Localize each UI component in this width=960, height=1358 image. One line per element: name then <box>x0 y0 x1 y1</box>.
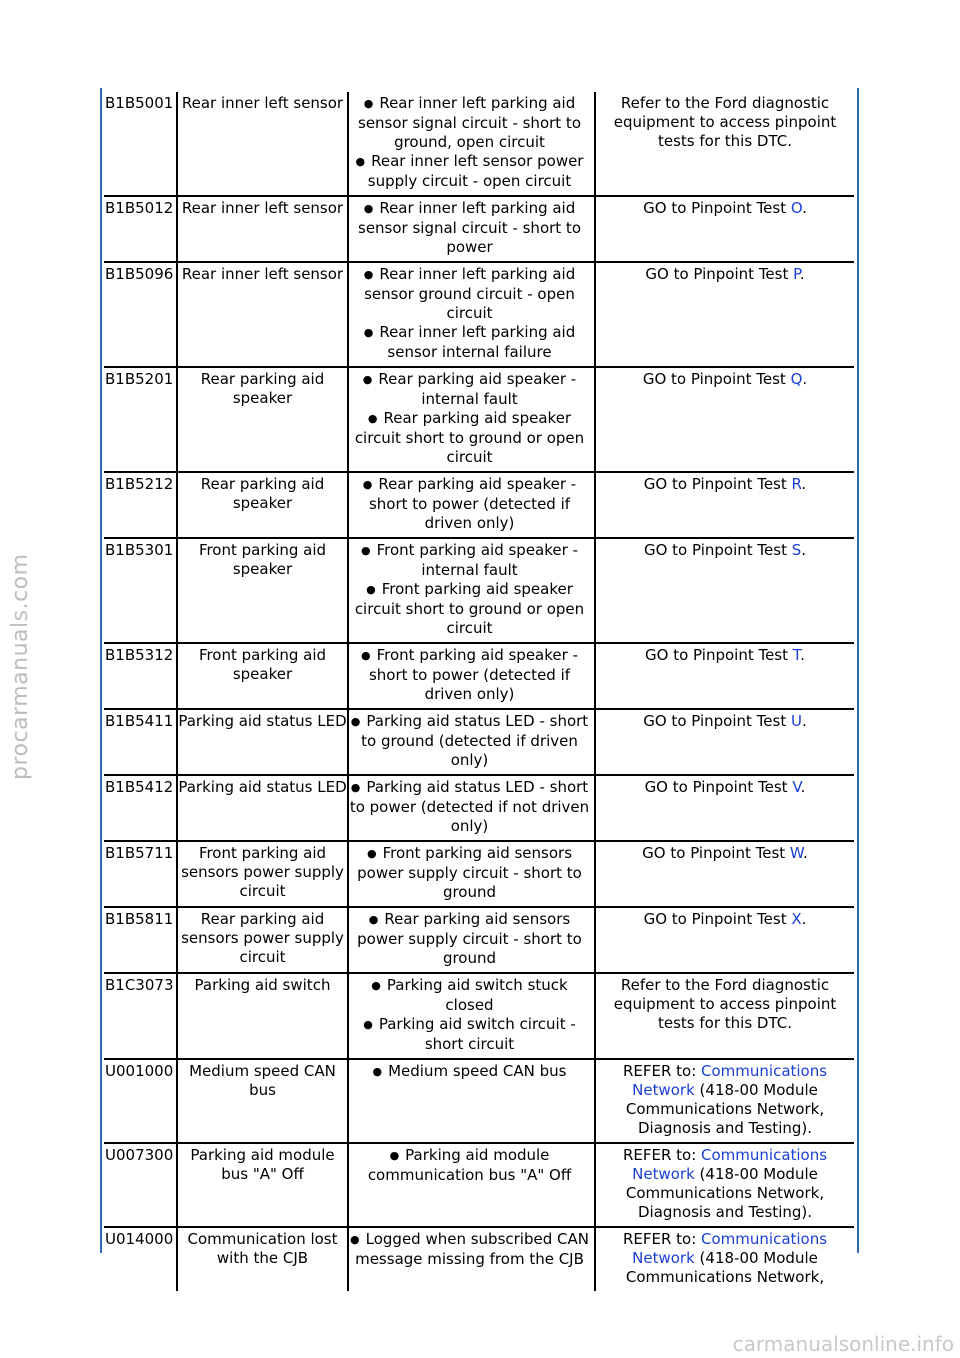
action-suffix: . <box>803 844 808 862</box>
action-text: GO to Pinpoint Test <box>645 646 793 664</box>
component-description: Rear parking aid speaker <box>178 368 349 471</box>
action-cell <box>596 1144 854 1226</box>
condition-text: Front parking aid speaker circuit short to ground or open circuit <box>354 580 585 637</box>
action-suffix: . <box>801 712 807 730</box>
action-link[interactable]: W <box>789 844 804 862</box>
page-frame-left-rule <box>100 88 102 1253</box>
bullet-icon: ● <box>350 1233 360 1246</box>
dtc-code: B1B5012 <box>104 197 178 261</box>
condition-list <box>349 646 590 704</box>
action-suffix: . <box>801 541 807 559</box>
condition-item <box>349 409 590 467</box>
action-cell <box>596 776 854 840</box>
dtc-code: U007300 <box>104 1144 178 1226</box>
action-cell <box>596 710 854 774</box>
action-suffix: . <box>801 475 807 493</box>
condition-item <box>349 475 590 533</box>
condition-list <box>349 976 590 1054</box>
condition-list <box>349 475 590 533</box>
dtc-code: B1B5096 <box>104 263 178 366</box>
condition-item <box>349 1015 590 1054</box>
table-row <box>104 974 854 1060</box>
condition-list <box>349 370 590 467</box>
condition-text: Medium speed CAN bus <box>388 1062 567 1080</box>
condition-list-cell <box>349 776 596 840</box>
condition-text: Parking aid status LED - short to ground (detected if driven only) <box>361 712 589 769</box>
action-suffix: . <box>799 265 805 283</box>
table-row <box>104 1228 854 1291</box>
action-text: Refer to the Ford diagnostic equipment to access pinpoint tests for this DTC. <box>613 976 837 1032</box>
condition-list-cell <box>349 1144 596 1226</box>
action-cell <box>596 368 854 471</box>
condition-text: Parking aid module communication bus "A" Off <box>367 1146 572 1184</box>
condition-item <box>349 1062 590 1082</box>
component-description: Parking aid switch <box>178 974 349 1058</box>
action-cell <box>596 92 854 195</box>
dtc-code: B1B5711 <box>104 842 178 906</box>
action-text: GO to Pinpoint Test <box>645 265 794 283</box>
condition-list-cell <box>349 473 596 537</box>
action-text: GO to Pinpoint Test <box>643 475 792 493</box>
bullet-icon: ● <box>368 913 379 926</box>
table-row <box>104 710 854 776</box>
dtc-table <box>104 92 854 1291</box>
condition-list <box>349 910 590 968</box>
dtc-code: B1B5412 <box>104 776 178 840</box>
action-text: GO to Pinpoint Test <box>643 910 792 928</box>
condition-item <box>349 199 590 257</box>
action-link[interactable]: U <box>790 712 802 730</box>
dtc-code: B1B5411 <box>104 710 178 774</box>
component-description: Communication lost with the CJB <box>178 1228 349 1291</box>
action-cell <box>596 1060 854 1142</box>
condition-list-cell <box>349 710 596 774</box>
table-row <box>104 473 854 539</box>
action-suffix: (418-00 Module Communications Network, Diagnosis and Testing). <box>625 1165 825 1221</box>
condition-text: Rear inner left parking aid sensor internal failure <box>379 323 576 361</box>
action-suffix: (418-00 Module Communications Network, Diagnosis and Testing). <box>625 1081 825 1137</box>
side-watermark: procarmanuals.com <box>8 553 33 780</box>
condition-list <box>349 844 590 902</box>
action-text: GO to Pinpoint Test <box>643 712 791 730</box>
condition-list-cell <box>349 644 596 708</box>
table-row <box>104 842 854 908</box>
bullet-icon: ● <box>389 1149 400 1162</box>
dtc-code: B1B5301 <box>104 539 178 642</box>
table-row <box>104 197 854 263</box>
condition-list-cell <box>349 368 596 471</box>
condition-text: Front parking aid speaker - internal fault <box>376 541 578 579</box>
condition-item <box>349 323 590 362</box>
condition-list <box>349 1062 590 1082</box>
condition-text: Parking aid switch stuck closed <box>386 976 568 1014</box>
condition-item <box>349 265 590 323</box>
table-row <box>104 1144 854 1228</box>
dtc-code: U001000 <box>104 1060 178 1142</box>
table-row <box>104 263 854 368</box>
condition-item <box>349 152 590 191</box>
component-description: Rear parking aid speaker <box>178 473 349 537</box>
action-suffix: . <box>802 370 808 388</box>
condition-list <box>349 265 590 362</box>
action-link[interactable]: R <box>791 475 802 493</box>
dtc-code: B1B5212 <box>104 473 178 537</box>
condition-text: Rear parking aid speaker circuit short to ground or open circuit <box>354 409 585 466</box>
dtc-code: B1B5312 <box>104 644 178 708</box>
action-link[interactable]: P <box>793 265 800 283</box>
action-link[interactable]: S <box>791 541 802 559</box>
dtc-code: B1B5201 <box>104 368 178 471</box>
component-description: Medium speed CAN bus <box>178 1060 349 1142</box>
component-description: Rear parking aid sensors power supply circuit <box>178 908 349 972</box>
condition-item <box>349 370 590 409</box>
table-row <box>104 1060 854 1144</box>
bullet-icon: ● <box>361 649 371 662</box>
action-link[interactable]: V <box>792 778 801 796</box>
action-suffix: . <box>800 778 806 796</box>
table-row <box>104 539 854 644</box>
condition-item <box>349 646 590 704</box>
action-link[interactable]: X <box>791 910 802 928</box>
action-text: REFER to: <box>622 1230 702 1248</box>
bullet-icon: ● <box>363 202 374 215</box>
action-cell <box>596 842 854 906</box>
component-description: Rear inner left sensor <box>178 92 349 195</box>
table-row <box>104 368 854 473</box>
condition-text: Rear inner left parking aid sensor ground circuit - open circuit <box>364 265 576 322</box>
action-text: GO to Pinpoint Test <box>642 370 791 388</box>
dtc-code: B1B5811 <box>104 908 178 972</box>
condition-list <box>349 778 590 836</box>
action-text: GO to Pinpoint Test <box>642 844 790 862</box>
condition-list <box>349 1146 590 1185</box>
condition-item <box>349 844 590 902</box>
condition-text: Rear parking aid speaker - short to power (detected if driven only) <box>368 475 577 532</box>
condition-text: Rear inner left parking aid sensor signal circuit - short to power <box>358 199 581 256</box>
bullet-icon: ● <box>367 412 378 425</box>
action-suffix: (418-00 Module Communications Network, <box>625 1249 825 1286</box>
condition-list-cell <box>349 539 596 642</box>
condition-list-cell <box>349 908 596 972</box>
component-description: Parking aid status LED <box>178 710 349 774</box>
bullet-icon: ● <box>355 155 366 168</box>
bottom-watermark: carmanualsonline.info <box>732 1332 954 1356</box>
bullet-icon: ● <box>363 97 374 110</box>
action-text: REFER to: <box>622 1062 702 1080</box>
bullet-icon: ● <box>361 544 371 557</box>
action-text: REFER to: <box>622 1146 702 1164</box>
action-text: Refer to the Ford diagnostic equipment to access pinpoint tests for this DTC. <box>613 94 837 150</box>
condition-item <box>349 778 590 836</box>
table-row <box>104 776 854 842</box>
condition-list <box>349 199 590 257</box>
action-link[interactable]: Q <box>790 370 803 388</box>
condition-item <box>349 1146 590 1185</box>
action-cell <box>596 974 854 1058</box>
action-link[interactable]: Communications Network <box>632 1146 828 1183</box>
bullet-icon: ● <box>366 847 377 860</box>
dtc-code: U014000 <box>104 1228 178 1291</box>
action-text: GO to Pinpoint Test <box>643 199 791 217</box>
condition-list-cell <box>349 197 596 261</box>
condition-list-cell <box>349 974 596 1058</box>
condition-text: Rear inner left sensor power supply circuit - open circuit <box>367 152 584 190</box>
condition-list <box>349 1230 590 1269</box>
bullet-icon: ● <box>372 1065 383 1078</box>
action-cell <box>596 908 854 972</box>
bullet-icon: ● <box>371 979 381 992</box>
component-description: Rear inner left sensor <box>178 197 349 261</box>
bullet-icon: ● <box>362 478 373 491</box>
bullet-icon: ● <box>363 1018 373 1031</box>
condition-item <box>349 94 590 152</box>
action-suffix: . <box>801 910 807 928</box>
component-description: Parking aid module bus "A" Off <box>178 1144 349 1226</box>
condition-item <box>349 910 590 968</box>
table-row <box>104 908 854 974</box>
bullet-icon: ● <box>350 715 361 728</box>
action-cell <box>596 1228 854 1291</box>
condition-list <box>349 94 590 191</box>
component-description: Parking aid status LED <box>178 776 349 840</box>
component-description: Front parking aid speaker <box>178 644 349 708</box>
action-suffix: . <box>800 646 805 664</box>
table-row <box>104 92 854 197</box>
action-link[interactable]: T <box>792 646 801 664</box>
action-text: GO to Pinpoint Test <box>644 778 793 796</box>
condition-text: Front parking aid speaker - short to power (detected if driven only) <box>368 646 578 703</box>
condition-list <box>349 541 590 638</box>
component-description: Front parking aid sensors power supply circuit <box>178 842 349 906</box>
bullet-icon: ● <box>362 373 373 386</box>
component-description: Front parking aid speaker <box>178 539 349 642</box>
condition-list-cell <box>349 842 596 906</box>
condition-item <box>349 976 590 1015</box>
condition-list <box>349 712 590 770</box>
condition-text: Rear parking aid sensors power supply circuit - short to ground <box>357 910 582 967</box>
action-text: GO to Pinpoint Test <box>643 541 792 559</box>
bullet-icon: ● <box>363 268 374 281</box>
action-cell <box>596 263 854 366</box>
action-cell <box>596 539 854 642</box>
condition-text: Parking aid status LED - short to power (detected if not driven only) <box>349 778 590 835</box>
condition-text: Logged when subscribed CAN message missing from the CJB <box>355 1230 589 1268</box>
action-cell <box>596 197 854 261</box>
condition-item <box>349 541 590 580</box>
dtc-code: B1B5001 <box>104 92 178 195</box>
dtc-code: B1C3073 <box>104 974 178 1058</box>
action-link[interactable]: O <box>790 199 803 217</box>
condition-item <box>349 580 590 638</box>
action-cell <box>596 473 854 537</box>
bullet-icon: ● <box>350 781 361 794</box>
action-link[interactable]: Communications Network <box>632 1230 828 1267</box>
condition-list-cell <box>349 263 596 366</box>
bullet-icon: ● <box>366 583 376 596</box>
condition-text: Rear parking aid speaker - internal fault <box>378 370 577 408</box>
condition-list-cell <box>349 1228 596 1291</box>
condition-text: Rear inner left parking aid sensor signal circuit - short to ground, open circuit <box>358 94 581 151</box>
bullet-icon: ● <box>363 326 374 339</box>
condition-text: Front parking aid sensors power supply circuit - short to ground <box>357 844 582 901</box>
condition-item <box>349 712 590 770</box>
page-frame-right-rule <box>857 88 859 1253</box>
condition-list-cell <box>349 92 596 195</box>
condition-list-cell <box>349 1060 596 1142</box>
action-link[interactable]: Communications Network <box>632 1062 828 1099</box>
condition-item <box>349 1230 590 1269</box>
condition-text: Parking aid switch circuit - short circuit <box>378 1015 576 1053</box>
table-row <box>104 644 854 710</box>
component-description: Rear inner left sensor <box>178 263 349 366</box>
action-suffix: . <box>802 199 807 217</box>
action-cell <box>596 644 854 708</box>
